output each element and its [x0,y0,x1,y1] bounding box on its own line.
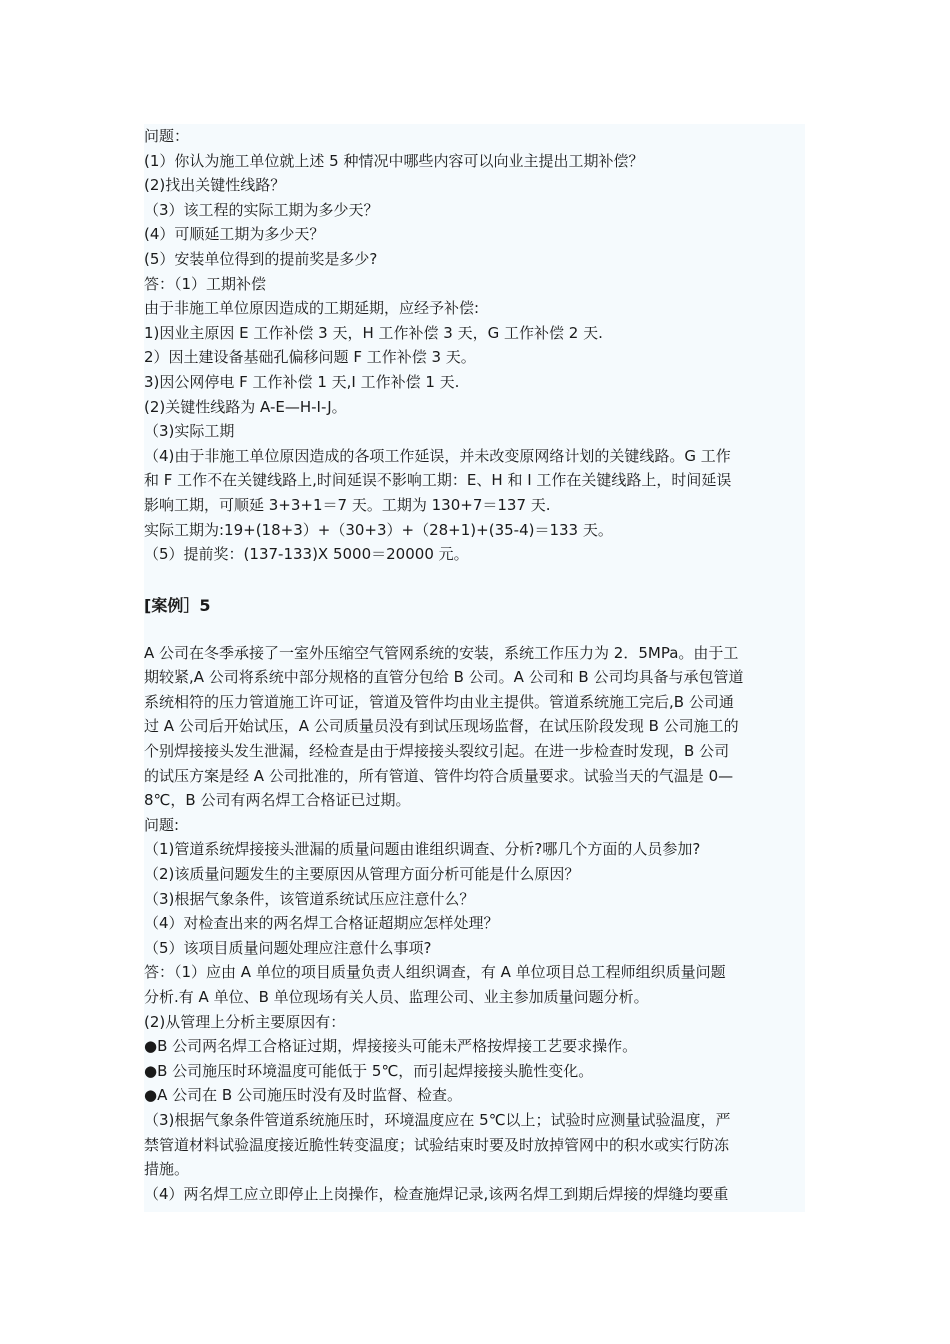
text-line: (2)从管理上分析主要原因有： [144,1012,346,1031]
case-heading: [案例］5 [144,595,211,615]
text-line: （3）该工程的实际工期为多少天？ [144,200,379,219]
text-line: （4)由于非施工单位原因造成的各项工作延误，并未改变原网络计划的关键线路。G 工作 [144,446,731,465]
answer-section-previous-case [144,124,805,567]
text-line: 答：（1）工期补偿 [144,274,267,293]
text-line: 2）因土建设备基础孔偏移问题 F 工作补偿 3 天。 [144,348,476,367]
text-line: (5）安装单位得到的提前奖是多少? [144,249,378,268]
text-line: （3)根据气象条件，该管道系统试压应注意什么？ [144,889,475,908]
text-line: 和 F 工作不在关键线路上,时间延误不影响工期：E、H 和 I 工作在关键线路上，时间延误 [144,471,732,490]
text-line: （5）提前奖：(137-133)X 5000＝20000 元。 [144,545,469,564]
text-line: 由于非施工单位原因造成的工期延期，应经予补偿: [144,299,480,318]
document-page [144,124,805,1212]
text-line: 系统相符的压力管道施工许可证，管道及管件均由业主提供。管道系统施工完后,B 公司通 [144,692,734,711]
text-line: 禁管道材料试验温度接近脆性转变温度；试验结束时要及时放掉管网中的积水或实行防冻 [144,1135,730,1154]
text-line: ●B 公司施压时环境温度可能低于 5℃，而引起焊接接头脆性变化。 [144,1061,594,1080]
text-line: (4）可顺延工期为多少天？ [144,225,325,244]
text-line: 过 A 公司后开始试压，A 公司质量员没有到试压现场监督，在试压阶段发现 B 公司施工的 [144,717,739,736]
text-line: （3)实际工期 [144,422,235,441]
text-line: ●B 公司两名焊工合格证过期，焊接接头可能未严格按焊接工艺要求操作。 [144,1037,638,1056]
text-line: （1)管道系统焊接接头泄漏的质量问题由谁组织调查、分析?哪几个方面的人员参加? [144,840,701,859]
case-heading-block [144,567,805,641]
text-line: 8℃，B 公司有两名焊工合格证已过期。 [144,791,411,810]
text-line: (2)找出关键性线路？ [144,176,286,195]
text-line: (2)关键性线路为 A-E—H-I-J。 [144,397,347,416]
text-line: 3)因公网停电 F 工作补偿 1 天,I 工作补偿 1 天. [144,372,460,391]
text-line: 问题： [144,127,190,145]
text-line: （2)该质量问题发生的主要原因从管理方面分析可能是什么原因？ [144,865,580,884]
text-line: 措施。 [144,1160,190,1179]
text-line: 分析.有 A 单位、B 单位现场有关人员、监理公司、业主参加质量问题分析。 [144,988,649,1006]
text-line: （4）两名焊工应立即停止上岗操作，检查施焊记录,该两名焊工到期后焊接的焊缝均要重 [144,1184,729,1203]
text-line: （3)根据气象条件管道系统施压时，环境温度应在 5℃以上；试验时应测量试验温度，严 [144,1110,731,1129]
case-5-section [144,641,805,1207]
text-line: （5）该项目质量问题处理应注意什么事项? [144,938,432,957]
text-line: 1)因业主原因 E 工作补偿 3 天，H 工作补偿 3 天，G 工作补偿 2 天. [144,323,603,342]
text-line: 的试压方案是经 A 公司批准的，所有管道、管件均符合质量要求。试验当天的气温是 0— [144,766,734,785]
text-line: 实际工期为:19+(18+3）+（30+3）+（28+1)+(35-4)＝133 天。 [144,520,613,539]
text-line: （4）对检查出来的两名焊工合格证超期应怎样处理？ [144,914,499,933]
text-line: 期较紧,A 公司将系统中部分规格的直管分包给 B 公司。A 公司和 B 公司均具备与承包管道 [144,668,744,687]
text-line: A 公司在冬季承接了一室外压缩空气管网系统的安装，系统工作压力为 2．5MPa。由于工 [144,643,739,662]
text-line: (1）你认为施工单位就上述 5 种情况中哪些内容可以向业主提出工期补偿？ [144,151,644,170]
text-line: 答：（1）应由 A 单位的项目质量负责人组织调查，有 A 单位项目总工程师组织质量问题 [144,963,726,982]
text-line: 问题: [144,815,180,834]
text-line: ●A 公司在 B 公司施压时没有及时监督、检查。 [144,1086,462,1105]
text-line: 影响工期，可顺延 3+3+1＝7 天。工期为 130+7＝137 天. [144,495,551,514]
text-line: 个别焊接接头发生泄漏，经检查是由于焊接接头裂纹引起。在进一步检查时发现，B 公司 [144,742,730,761]
